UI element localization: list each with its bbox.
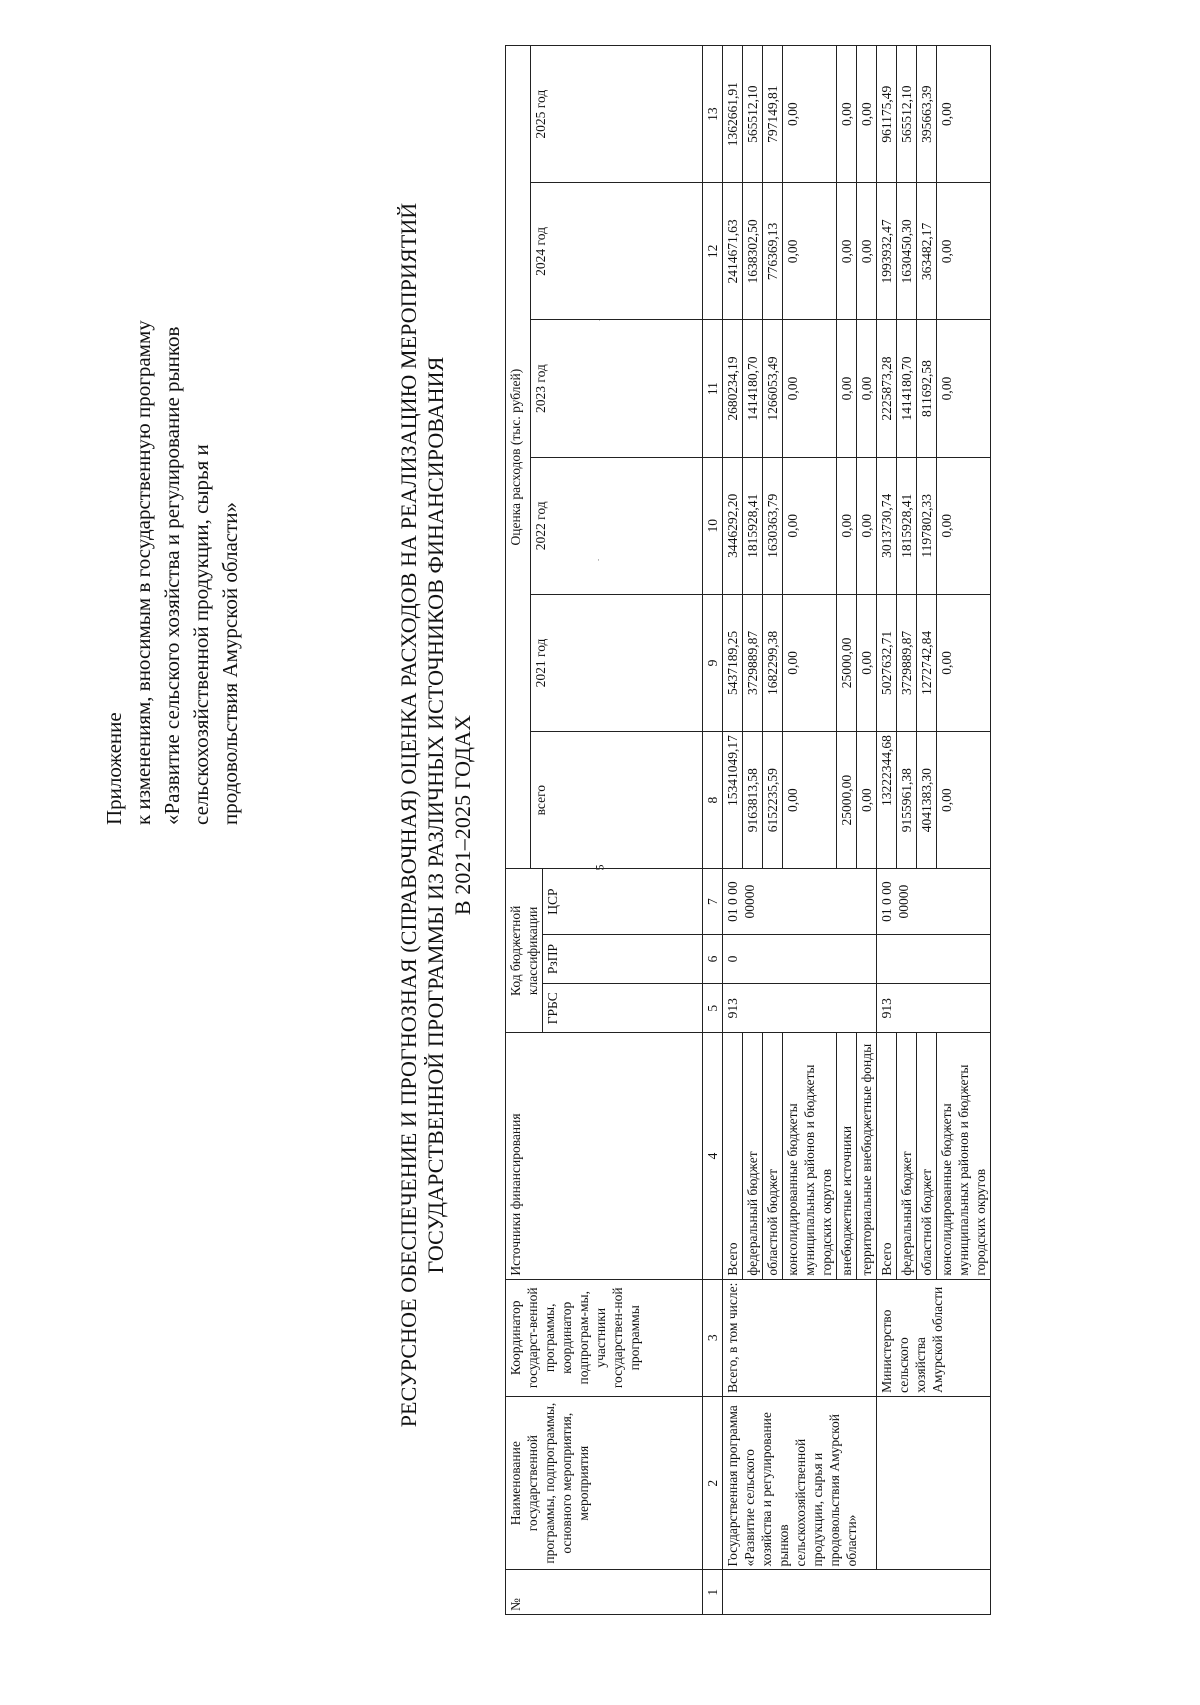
document-title (395, 0, 476, 1645)
csr-part: 00000 (742, 884, 757, 919)
column-number: 3 (703, 1279, 723, 1396)
source-cell: консолидированные бюджеты муниципальных районов и бюджеты городских округов (783, 1033, 837, 1279)
column-number: 4 (703, 1033, 723, 1279)
appendix-note (100, 65, 245, 825)
header-rzpr: РзПР (543, 934, 703, 983)
scan-speck: · (598, 315, 601, 325)
column-number: 1 (703, 1570, 723, 1615)
value-cell: 776369,13 (763, 183, 783, 320)
value-cell: 3013730,74 (877, 457, 897, 594)
value-cell: 0,00 (837, 457, 857, 594)
header-year-2024: 2024 год (531, 183, 703, 320)
value-cell: 9155961,38 (897, 732, 917, 869)
value-cell: 797149,81 (763, 46, 783, 183)
column-number: 10 (703, 457, 723, 594)
title-line: В 2021–2025 ГОДАХ (450, 714, 475, 916)
value-cell: 0,00 (783, 457, 837, 594)
header-num: № (506, 1570, 703, 1615)
value-cell: 565512,10 (897, 46, 917, 183)
value-cell: 0,00 (783, 732, 837, 869)
value-cell: 0,00 (837, 46, 857, 183)
value-cell: 0,00 (937, 457, 991, 594)
column-number: 9 (703, 594, 723, 731)
value-cell: 1272742,84 (917, 594, 937, 731)
header-name: Наименование государственной программы, подпрограммы, основного мероприятия, мероприятия (506, 1396, 703, 1570)
value-cell: 0,00 (783, 320, 837, 457)
grbs-cell: 913 (877, 984, 991, 1033)
csr-part: 00000 (896, 884, 911, 919)
source-cell: внебюджетные источники (837, 1033, 857, 1279)
value-cell: 0,00 (937, 594, 991, 731)
table-row (877, 46, 897, 1615)
value-cell: 0,00 (857, 732, 877, 869)
value-cell: 2414671,63 (723, 183, 743, 320)
value-cell: 1266053,49 (763, 320, 783, 457)
financing-table (505, 45, 991, 1615)
value-cell: 1815928,41 (897, 457, 917, 594)
value-cell: 0,00 (857, 46, 877, 183)
title-line: РЕСУРСНОЕ ОБЕСПЕЧЕНИЕ И ПРОГНОЗНАЯ (СПРАВОЧНАЯ) ОЦЕНКА РАСХОДОВ НА РЕАЛИЗАЦИЮ МЕРОПРИЯТИЙ (396, 202, 421, 1428)
csr-cell (723, 869, 877, 935)
row-num (723, 1570, 991, 1615)
column-number: 8 (703, 732, 723, 869)
csr-cell (877, 869, 991, 935)
rzpr-cell (877, 934, 991, 983)
header-coordinator: Координатор государст-венной программы, координатор подпрограм-мы, участники государствен-ной программы (506, 1279, 703, 1396)
column-number: 7 (703, 869, 723, 935)
source-cell: федеральный бюджет (743, 1033, 763, 1279)
value-cell: 0,00 (937, 732, 991, 869)
value-cell: 395663,39 (917, 46, 937, 183)
value-cell: 1630363,79 (763, 457, 783, 594)
value-cell: 0,00 (857, 183, 877, 320)
table-row (723, 46, 743, 1615)
value-cell: 0,00 (783, 594, 837, 731)
value-cell: 1197802,33 (917, 457, 937, 594)
value-cell: 3446292,20 (723, 457, 743, 594)
value-cell: 3729889,87 (897, 594, 917, 731)
header-estimate: Оценка расходов (тыс. рублей) (506, 46, 531, 869)
column-number: 12 (703, 183, 723, 320)
value-cell: 1638302,50 (743, 183, 763, 320)
column-number: 11 (703, 320, 723, 457)
column-number-row (703, 46, 723, 1615)
value-cell: 5437189,25 (723, 594, 743, 731)
value-cell: 0,00 (837, 320, 857, 457)
source-cell: территориальные внебюджетные фонды (857, 1033, 877, 1279)
appendix-line: Приложение (102, 712, 126, 825)
value-cell: 6152235,59 (763, 732, 783, 869)
csr-part: 01 0 00 (879, 881, 894, 922)
value-cell: 0,00 (783, 46, 837, 183)
header-year-2025: 2025 год (531, 46, 703, 183)
column-number: 13 (703, 46, 723, 183)
value-cell: 1630450,30 (897, 183, 917, 320)
appendix-line: сельскохозяйственной продукции, сырья и (189, 444, 213, 825)
value-cell: 0,00 (937, 320, 991, 457)
program-name: Государственная программа «Развитие сельского хозяйства и регулирование рынков сельскохозяйственной продукции, сырья и продовольствия Амурской области» (723, 1396, 877, 1570)
page-number: 5 (592, 864, 607, 871)
title-line: ГОСУДАРСТВЕННОЙ ПРОГРАММЫ ИЗ РАЗЛИЧНЫХ ИСТОЧНИКОВ ФИНАНСИРОВАНИЯ (423, 356, 448, 1274)
value-cell: 1682299,38 (763, 594, 783, 731)
program-name (877, 1396, 991, 1570)
appendix-line: «Развитие сельского хозяйства и регулирование рынков (160, 326, 184, 825)
value-cell: 1414180,70 (743, 320, 763, 457)
header-year-2021: 2021 год (531, 594, 703, 731)
value-cell: 0,00 (857, 457, 877, 594)
value-cell: 25000,00 (837, 594, 857, 731)
value-cell: 3729889,87 (743, 594, 763, 731)
value-cell: 13222344,68 (877, 732, 897, 869)
source-cell: Всего (877, 1033, 897, 1279)
value-cell: 1362661,91 (723, 46, 743, 183)
value-cell: 1815928,41 (743, 457, 763, 594)
value-cell: 25000,00 (837, 732, 857, 869)
header-sources: Источники финансирования (506, 1033, 703, 1279)
value-cell: 961175,49 (877, 46, 897, 183)
source-cell: консолидированные бюджеты муниципальных районов и бюджеты городских округов (937, 1033, 991, 1279)
value-cell: 5027632,71 (877, 594, 897, 731)
value-cell: 363482,17 (917, 183, 937, 320)
coordinator-cell: Министерство сельского хозяйства Амурской области (877, 1279, 991, 1396)
value-cell: 9163813,58 (743, 732, 763, 869)
appendix-line: продовольствия Амурской области» (218, 501, 242, 825)
value-cell: 0,00 (783, 183, 837, 320)
grbs-cell: 913 (723, 984, 877, 1033)
value-cell: 0,00 (857, 594, 877, 731)
coordinator-cell: Всего, в том числе: (723, 1279, 877, 1396)
value-cell: 0,00 (937, 46, 991, 183)
header-grbs: ГРБС (543, 984, 703, 1033)
value-cell: 565512,10 (743, 46, 763, 183)
value-cell: 0,00 (937, 183, 991, 320)
header-row (506, 46, 531, 1615)
column-number: 6 (703, 934, 723, 983)
column-number: 5 (703, 984, 723, 1033)
value-cell: 4041383,30 (917, 732, 937, 869)
appendix-line: к изменениям, вносимым в государственную программу (131, 320, 155, 825)
value-cell: 1993932,47 (877, 183, 897, 320)
source-cell: областной бюджет (763, 1033, 783, 1279)
value-cell: 0,00 (857, 320, 877, 457)
rzpr-cell: 0 (723, 934, 877, 983)
header-year-2023: 2023 год (531, 320, 703, 457)
header-budget-code: Код бюджетной классификации (506, 869, 543, 1033)
value-cell: 15341049,17 (723, 732, 743, 869)
value-cell: 811692,58 (917, 320, 937, 457)
header-csr: ЦСР (543, 869, 703, 935)
header-year-2022: 2022 год (531, 457, 703, 594)
value-cell: 2225873,28 (877, 320, 897, 457)
csr-part: 01 0 00 (725, 881, 740, 922)
value-cell: 2680234,19 (723, 320, 743, 457)
scan-speck: · (597, 555, 600, 565)
value-cell: 0,00 (837, 183, 857, 320)
source-cell: Всего (723, 1033, 743, 1279)
header-total: всего (531, 732, 703, 869)
value-cell: 1414180,70 (897, 320, 917, 457)
source-cell: федеральный бюджет (897, 1033, 917, 1279)
column-number: 2 (703, 1396, 723, 1570)
source-cell: областной бюджет (917, 1033, 937, 1279)
